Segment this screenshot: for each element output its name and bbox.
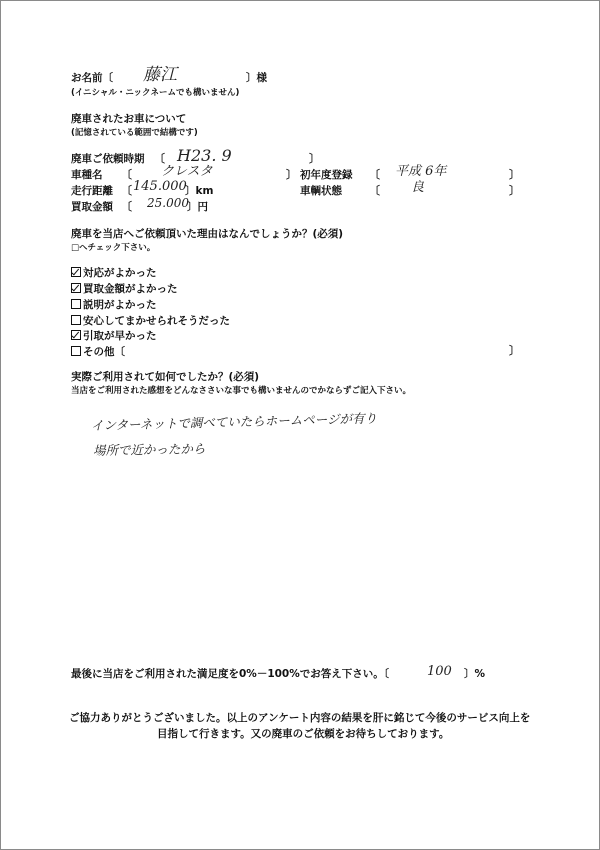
price-label: 買取金額 (71, 201, 113, 213)
first-reg-label: 初年度登録 (300, 169, 353, 181)
mileage-open: 〔 (121, 184, 132, 197)
price-value: 25.000 (147, 196, 189, 210)
satisfaction-label: 最後に当店をご利用された満足度を0%－100%でお答え下さい。〔 (71, 668, 390, 680)
closing-line1: ご協力ありがとうございました。以上のアンケート内容の結果を肝に銘じて今後のサービス向上を (69, 712, 531, 724)
impression-answer-line1: インターネットで調べていたらホームページが有り (90, 410, 378, 433)
car-section-note: (記憶されている範囲で結構です) (71, 128, 198, 138)
first-reg-close: 〕 (509, 168, 520, 181)
name-label: お名前〔 (71, 72, 113, 84)
car-section-title: 廃車されたお車について (71, 113, 187, 125)
reason-option-trust[interactable] (71, 315, 230, 327)
price-unit: 〕円 (187, 201, 208, 213)
first-reg-open: 〔 (369, 168, 380, 181)
condition-open: 〔 (369, 184, 380, 197)
reason-instruction: □へチェック下さい。 (71, 243, 156, 253)
reason-option-service[interactable] (71, 267, 157, 279)
reason-option-pickup[interactable] (71, 330, 157, 342)
checkbox-checked-icon[interactable] (71, 330, 81, 340)
checkbox-empty-icon[interactable] (71, 346, 81, 356)
impression-question: 実際ご利用されて如何でしたか？(必須) (71, 371, 260, 383)
car-model-label: 車種名 (71, 169, 103, 181)
condition-close: 〕 (509, 184, 520, 197)
reason-option-price[interactable] (71, 283, 178, 295)
request-date-close: 〕 (309, 152, 320, 165)
reason-question: 廃車を当店へご依頼頂いた理由はなんでしょうか？(必須) (71, 228, 344, 240)
condition-value: 良 (411, 180, 425, 195)
mileage-value: 145.000 (133, 179, 187, 194)
condition-label: 車輌状態 (300, 185, 342, 197)
impression-answer-line2: 場所で近かったから (92, 441, 206, 458)
reason-other-close: 〕 (509, 344, 520, 357)
reason-option-explanation[interactable] (71, 299, 157, 311)
name-note: (イニシャル・ニックネームでも構いません) (71, 88, 240, 98)
satisfaction-value: 100 (427, 664, 452, 679)
checkbox-empty-icon[interactable] (71, 315, 81, 325)
checkbox-checked-icon[interactable] (71, 283, 81, 293)
request-date-open: 〔 (154, 152, 165, 165)
mileage-unit: 〕km (185, 185, 214, 197)
request-date-label: 廃車ご依頼時期 (71, 153, 145, 165)
reason-option-label: その他〔 (83, 346, 125, 358)
request-date-value: H23. 9 (177, 146, 232, 165)
checkbox-empty-icon[interactable] (71, 299, 81, 309)
reason-option-label: 買取金額がよかった (83, 283, 178, 295)
mileage-label: 走行距離 (71, 185, 113, 197)
checkbox-checked-icon[interactable] (71, 267, 81, 277)
car-model-value: クレスタ (161, 164, 213, 179)
impression-note: 当店をご利用された感想をどんなささいな事でも構いませんのでかならずご記入下さい。 (71, 386, 412, 396)
reason-option-other[interactable] (71, 346, 125, 358)
car-model-close: 〕 (286, 168, 297, 181)
name-close: 〕様 (246, 72, 267, 84)
first-reg-value: 平成 6年 (395, 164, 447, 179)
closing-line2: 目指して行きます。又の廃車のご依頼をお待ちしております。 (157, 728, 450, 740)
name-value: 藤江 (143, 65, 177, 85)
reason-option-label: 説明がよかった (83, 299, 157, 311)
car-model-open: 〔 (121, 168, 132, 181)
reason-option-label: 引取が早かった (83, 330, 157, 342)
reason-option-label: 対応がよかった (83, 267, 157, 279)
reason-option-label: 安心してまかせられそうだった (83, 315, 230, 327)
price-open: 〔 (121, 200, 132, 213)
satisfaction-close: 〕% (464, 668, 486, 680)
